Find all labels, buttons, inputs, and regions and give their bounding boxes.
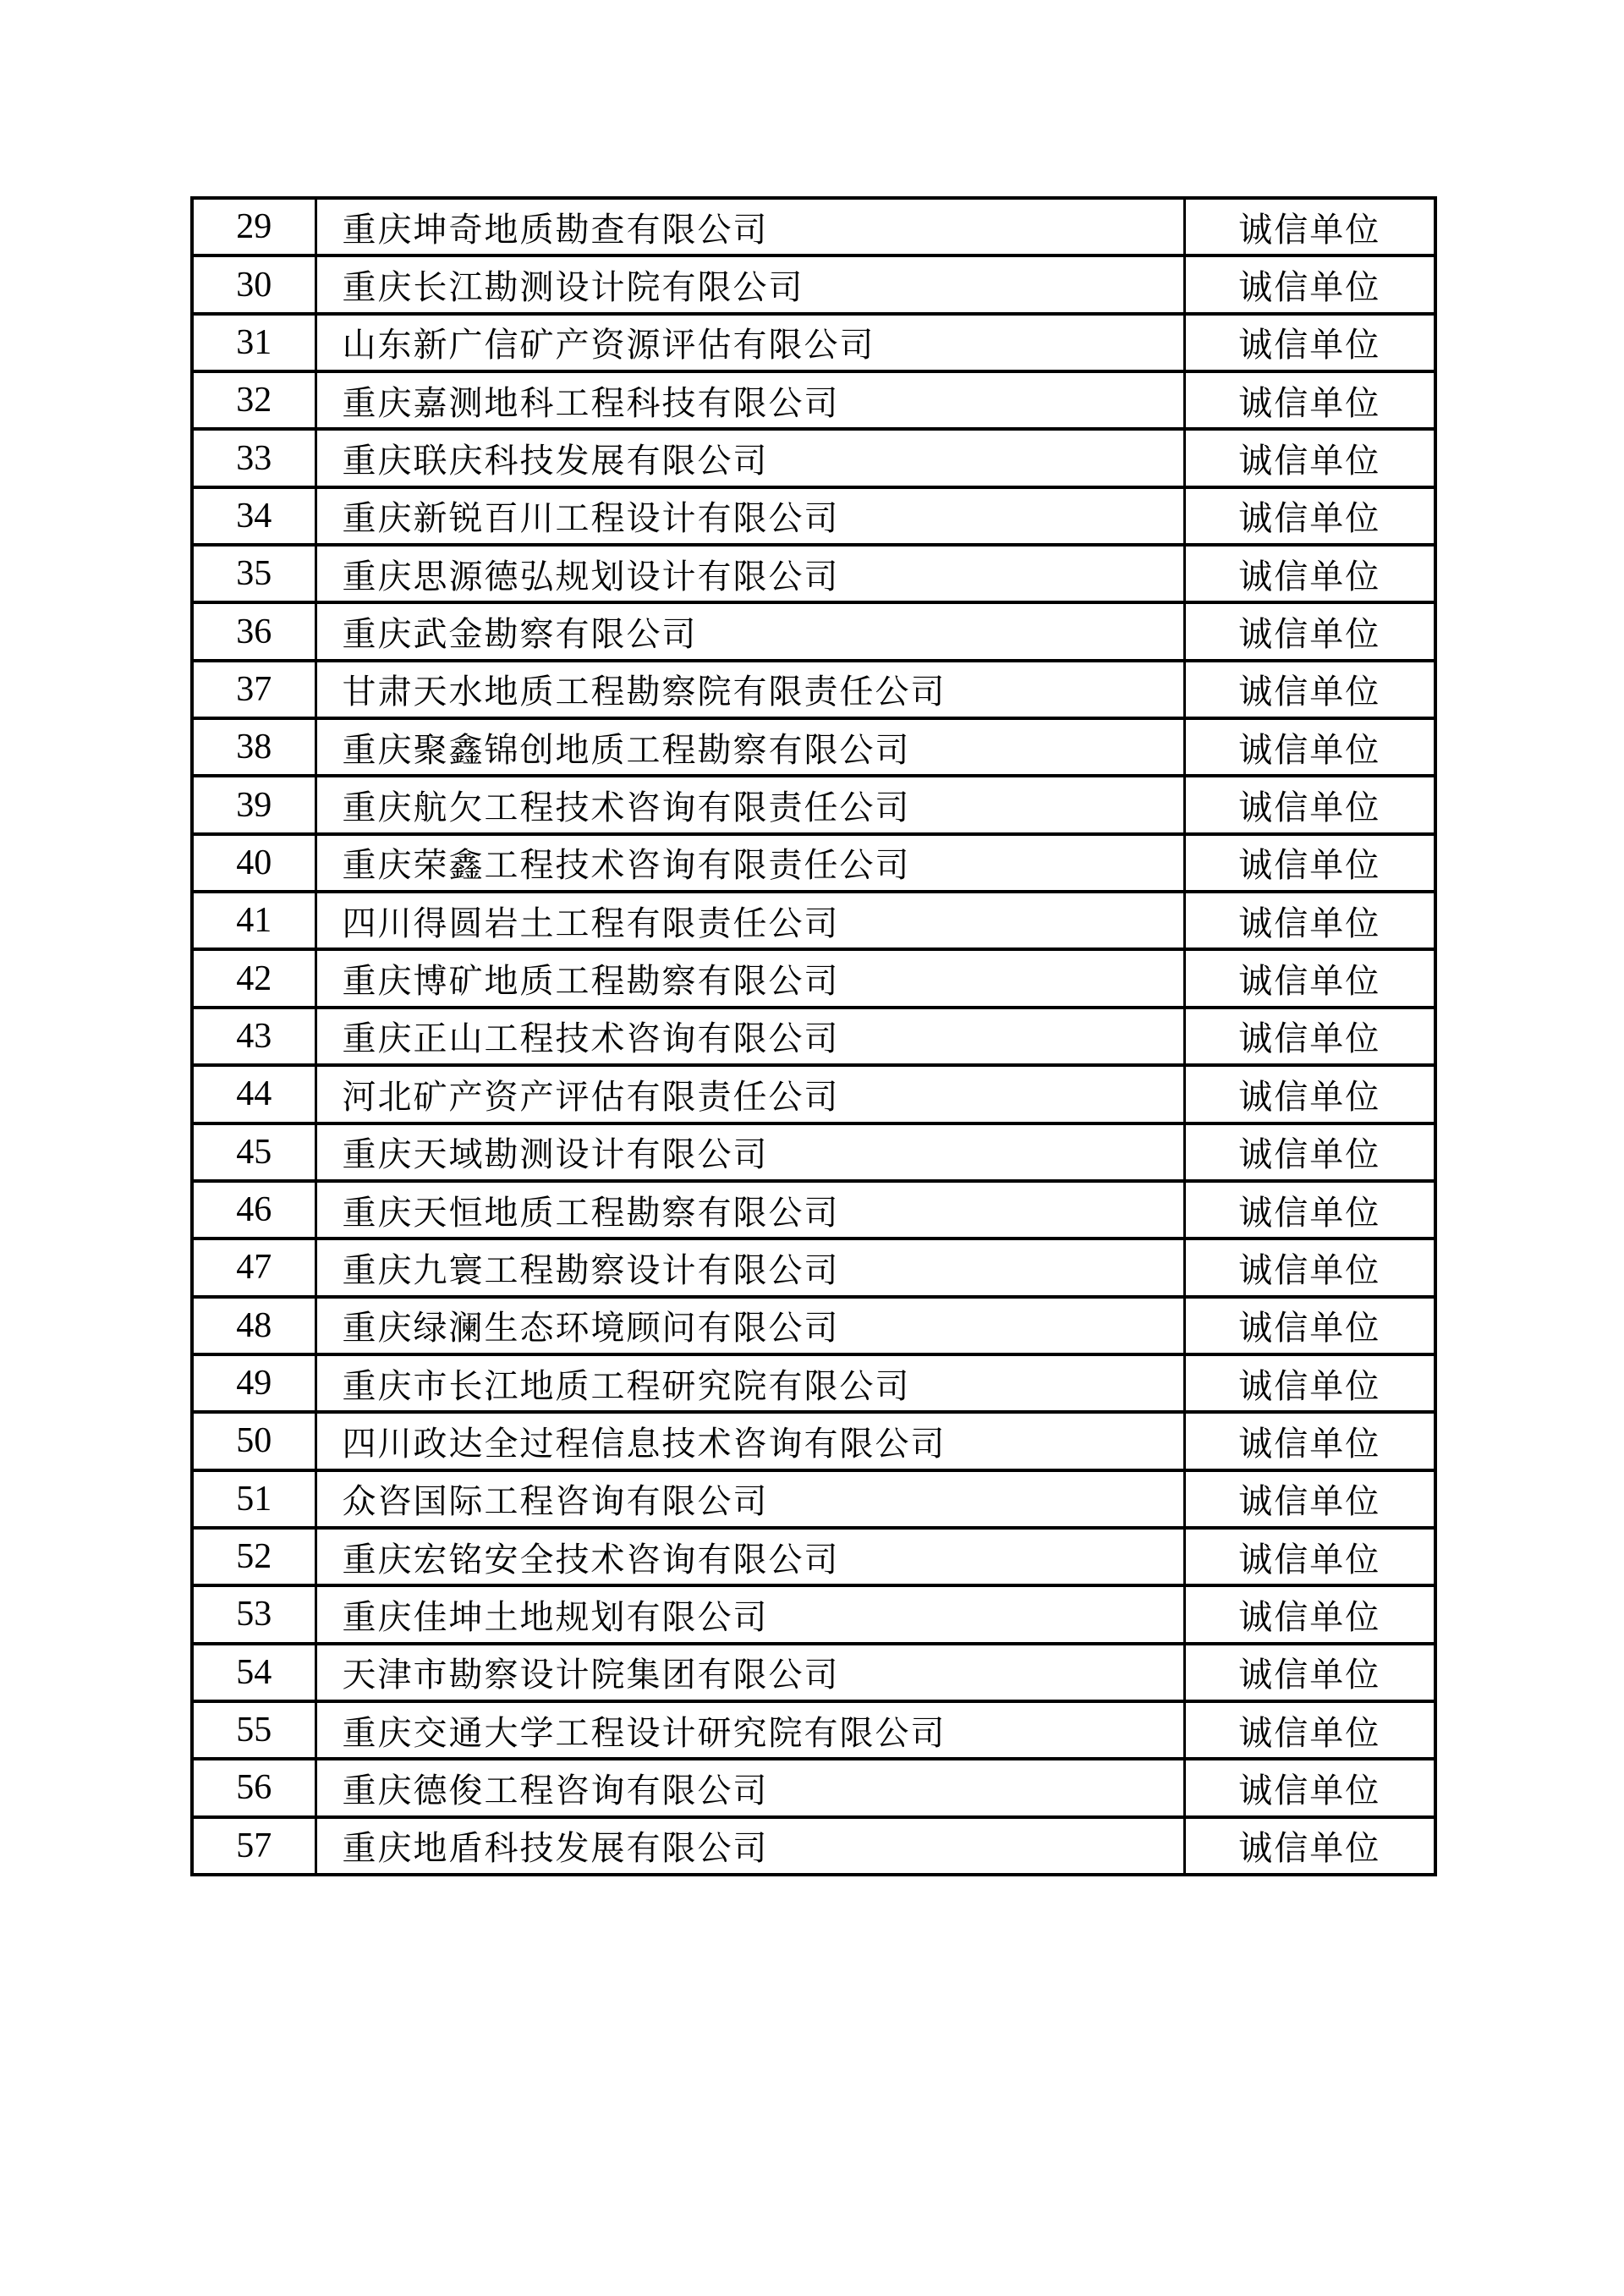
row-number-cell: 40 bbox=[192, 834, 315, 892]
row-number-cell: 51 bbox=[192, 1470, 315, 1528]
row-number-cell: 52 bbox=[192, 1528, 315, 1585]
row-number-cell: 32 bbox=[192, 371, 315, 429]
company-name-cell: 重庆新锐百川工程设计有限公司 bbox=[315, 487, 1184, 545]
row-number-cell: 42 bbox=[192, 949, 315, 1007]
row-number-cell: 44 bbox=[192, 1065, 315, 1123]
row-number-cell: 33 bbox=[192, 429, 315, 486]
row-number-cell: 50 bbox=[192, 1412, 315, 1469]
company-name-cell: 重庆联庆科技发展有限公司 bbox=[315, 429, 1184, 486]
status-cell: 诚信单位 bbox=[1184, 1181, 1435, 1239]
company-name-cell: 山东新广信矿产资源评估有限公司 bbox=[315, 314, 1184, 371]
row-number-cell: 53 bbox=[192, 1585, 315, 1643]
company-name-cell: 河北矿产资产评估有限责任公司 bbox=[315, 1065, 1184, 1123]
table-row bbox=[192, 1412, 1435, 1469]
status-cell: 诚信单位 bbox=[1184, 1354, 1435, 1412]
status-cell: 诚信单位 bbox=[1184, 718, 1435, 776]
row-number-cell: 49 bbox=[192, 1354, 315, 1412]
table-row bbox=[192, 1759, 1435, 1816]
row-number-cell: 36 bbox=[192, 602, 315, 660]
status-cell: 诚信单位 bbox=[1184, 892, 1435, 949]
status-cell: 诚信单位 bbox=[1184, 661, 1435, 718]
status-cell: 诚信单位 bbox=[1184, 1008, 1435, 1065]
company-name-cell: 重庆天域勘测设计有限公司 bbox=[315, 1123, 1184, 1181]
table-body bbox=[192, 198, 1435, 1875]
company-name-cell: 重庆武金勘察有限公司 bbox=[315, 602, 1184, 660]
row-number-cell: 38 bbox=[192, 718, 315, 776]
company-name-cell: 四川得圆岩土工程有限责任公司 bbox=[315, 892, 1184, 949]
table-row bbox=[192, 1065, 1435, 1123]
row-number-cell: 34 bbox=[192, 487, 315, 545]
status-cell: 诚信单位 bbox=[1184, 371, 1435, 429]
status-cell: 诚信单位 bbox=[1184, 1701, 1435, 1759]
table-row bbox=[192, 429, 1435, 486]
table-row bbox=[192, 718, 1435, 776]
status-cell: 诚信单位 bbox=[1184, 949, 1435, 1007]
company-name-cell: 重庆博矿地质工程勘察有限公司 bbox=[315, 949, 1184, 1007]
status-cell: 诚信单位 bbox=[1184, 1123, 1435, 1181]
table-row bbox=[192, 545, 1435, 602]
status-cell: 诚信单位 bbox=[1184, 834, 1435, 892]
company-name-cell: 重庆宏铭安全技术咨询有限公司 bbox=[315, 1528, 1184, 1585]
table-row bbox=[192, 776, 1435, 833]
status-cell: 诚信单位 bbox=[1184, 1239, 1435, 1296]
company-name-cell: 重庆绿澜生态环境顾问有限公司 bbox=[315, 1297, 1184, 1354]
company-name-cell: 重庆坤奇地质勘查有限公司 bbox=[315, 198, 1184, 255]
table-row bbox=[192, 1239, 1435, 1296]
row-number-cell: 46 bbox=[192, 1181, 315, 1239]
table-row bbox=[192, 1123, 1435, 1181]
table-row bbox=[192, 1817, 1435, 1875]
company-name-cell: 重庆长江勘测设计院有限公司 bbox=[315, 255, 1184, 313]
company-name-cell: 重庆思源德弘规划设计有限公司 bbox=[315, 545, 1184, 602]
company-name-cell: 重庆荣鑫工程技术咨询有限责任公司 bbox=[315, 834, 1184, 892]
row-number-cell: 56 bbox=[192, 1759, 315, 1816]
status-cell: 诚信单位 bbox=[1184, 487, 1435, 545]
table-row bbox=[192, 198, 1435, 255]
company-name-cell: 重庆聚鑫锦创地质工程勘察有限公司 bbox=[315, 718, 1184, 776]
table-row bbox=[192, 1528, 1435, 1585]
status-cell: 诚信单位 bbox=[1184, 545, 1435, 602]
table-row bbox=[192, 1470, 1435, 1528]
table-row bbox=[192, 661, 1435, 718]
status-cell: 诚信单位 bbox=[1184, 776, 1435, 833]
company-name-cell: 重庆嘉测地科工程科技有限公司 bbox=[315, 371, 1184, 429]
table-row bbox=[192, 834, 1435, 892]
row-number-cell: 39 bbox=[192, 776, 315, 833]
status-cell: 诚信单位 bbox=[1184, 1297, 1435, 1354]
status-cell: 诚信单位 bbox=[1184, 1585, 1435, 1643]
table-row bbox=[192, 1008, 1435, 1065]
status-cell: 诚信单位 bbox=[1184, 198, 1435, 255]
status-cell: 诚信单位 bbox=[1184, 314, 1435, 371]
company-name-cell: 重庆佳坤土地规划有限公司 bbox=[315, 1585, 1184, 1643]
row-number-cell: 37 bbox=[192, 661, 315, 718]
company-name-cell: 重庆市长江地质工程研究院有限公司 bbox=[315, 1354, 1184, 1412]
table-row bbox=[192, 1701, 1435, 1759]
row-number-cell: 48 bbox=[192, 1297, 315, 1354]
table-row bbox=[192, 255, 1435, 313]
company-name-cell: 天津市勘察设计院集团有限公司 bbox=[315, 1644, 1184, 1701]
row-number-cell: 41 bbox=[192, 892, 315, 949]
row-number-cell: 30 bbox=[192, 255, 315, 313]
table-row bbox=[192, 314, 1435, 371]
row-number-cell: 47 bbox=[192, 1239, 315, 1296]
row-number-cell: 43 bbox=[192, 1008, 315, 1065]
company-name-cell: 重庆航欠工程技术咨询有限责任公司 bbox=[315, 776, 1184, 833]
table-row bbox=[192, 1181, 1435, 1239]
row-number-cell: 57 bbox=[192, 1817, 315, 1875]
integrity-units-table bbox=[190, 196, 1437, 1876]
status-cell: 诚信单位 bbox=[1184, 429, 1435, 486]
row-number-cell: 29 bbox=[192, 198, 315, 255]
row-number-cell: 45 bbox=[192, 1123, 315, 1181]
table-row bbox=[192, 1354, 1435, 1412]
table-row bbox=[192, 1644, 1435, 1701]
status-cell: 诚信单位 bbox=[1184, 1065, 1435, 1123]
company-name-cell: 重庆天恒地质工程勘察有限公司 bbox=[315, 1181, 1184, 1239]
status-cell: 诚信单位 bbox=[1184, 1528, 1435, 1585]
company-name-cell: 重庆交通大学工程设计研究院有限公司 bbox=[315, 1701, 1184, 1759]
table-row bbox=[192, 1585, 1435, 1643]
status-cell: 诚信单位 bbox=[1184, 602, 1435, 660]
company-name-cell: 四川政达全过程信息技术咨询有限公司 bbox=[315, 1412, 1184, 1469]
row-number-cell: 31 bbox=[192, 314, 315, 371]
table-row bbox=[192, 371, 1435, 429]
table-row bbox=[192, 1297, 1435, 1354]
row-number-cell: 54 bbox=[192, 1644, 315, 1701]
company-name-cell: 重庆正山工程技术咨询有限公司 bbox=[315, 1008, 1184, 1065]
status-cell: 诚信单位 bbox=[1184, 1470, 1435, 1528]
table-row bbox=[192, 949, 1435, 1007]
table-row bbox=[192, 892, 1435, 949]
row-number-cell: 55 bbox=[192, 1701, 315, 1759]
company-name-cell: 重庆九寰工程勘察设计有限公司 bbox=[315, 1239, 1184, 1296]
status-cell: 诚信单位 bbox=[1184, 1817, 1435, 1875]
status-cell: 诚信单位 bbox=[1184, 1759, 1435, 1816]
company-name-cell: 众咨国际工程咨询有限公司 bbox=[315, 1470, 1184, 1528]
company-name-cell: 重庆地盾科技发展有限公司 bbox=[315, 1817, 1184, 1875]
table-row bbox=[192, 602, 1435, 660]
status-cell: 诚信单位 bbox=[1184, 1644, 1435, 1701]
status-cell: 诚信单位 bbox=[1184, 255, 1435, 313]
status-cell: 诚信单位 bbox=[1184, 1412, 1435, 1469]
table-row bbox=[192, 487, 1435, 545]
company-name-cell: 甘肃天水地质工程勘察院有限责任公司 bbox=[315, 661, 1184, 718]
row-number-cell: 35 bbox=[192, 545, 315, 602]
company-name-cell: 重庆德俊工程咨询有限公司 bbox=[315, 1759, 1184, 1816]
